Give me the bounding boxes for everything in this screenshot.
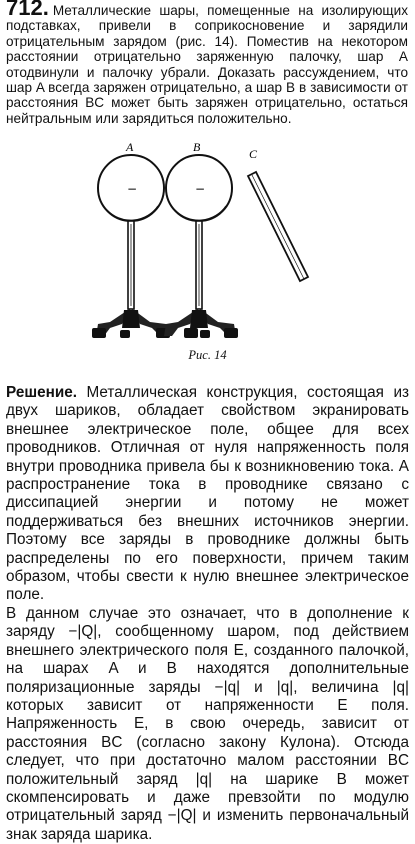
solution-heading: Решение. [6,384,77,401]
label-a: A [126,140,134,154]
stand-rod-a [128,221,134,309]
solution-block [6,384,409,844]
charged-rod-c [248,172,308,281]
solution-paragraph-2: В данном случае это означает, что в дополнение к заряду −|Q|, сообщенному шаром, под действием внешнего электрического поля E, созданного палочкой, на шарах A и B находятся дополнительные поляризационные заряды −|q| и |q|, величина |q| которых зависит от напряженности E поля. Напряженность E, в свою очередь, зависит от расстояния BC (согласно закону Кулона). Отсюда следует, что при достаточно малом расстоянии BC положительный заряд |q| на шарике B может скомпенсировать и даже превзойти по модулю отрицательный заряд −|Q| и изменить первоначальный знак заряда шарика. [6,604,409,843]
sphere-b [166,155,232,221]
sphere-a [98,155,164,221]
stand-rod-b [196,221,202,309]
sphere-a-sign: − [127,182,138,196]
solution-paragraph-1 [6,384,409,605]
figure-14 [0,140,415,380]
solution-paragraph-1-text: Металлическая конструкция, состоящая из двух шариков, обладает свойством экранировать внешнее электрическое поле, общее для всех проводников. Отличная от нуля напряженность поля внутри проводника привела бы к возникновению тока. А распространение тока в проводнике связано с диссипацией энергии и потому не может поддерживаться без внешних источников энергии. Поэтому все заряды в проводнике должны быть распределены по его поверхности, причем таким образом, чтобы свести к нулю внешнее электрическое поле. [6,384,409,604]
label-c: C [249,147,258,161]
stand-base-b [164,308,238,338]
problem-statement [6,0,408,126]
problem-number: 712. [6,0,49,20]
sphere-b-sign: − [195,182,206,196]
problem-text: Металлические шары, помещенные на изолирующих подставках, привели в соприкосновение и зарядили отрицательным зарядом (рис. 14). Поместив на некотором расстоянии отрицательно заряженную палочку, шар A отодвинули и палочку убрали. Доказать рассуждением, что шар A всегда заряжен отрицательно, а шар B в зависимости от расстояния BC может быть заряжен отрицательно, остаться нейтральным или зарядиться положительно. [6,3,408,126]
label-b: B [193,140,201,154]
figure-caption: Рис. 14 [188,348,227,362]
stand-base-a [92,308,170,338]
